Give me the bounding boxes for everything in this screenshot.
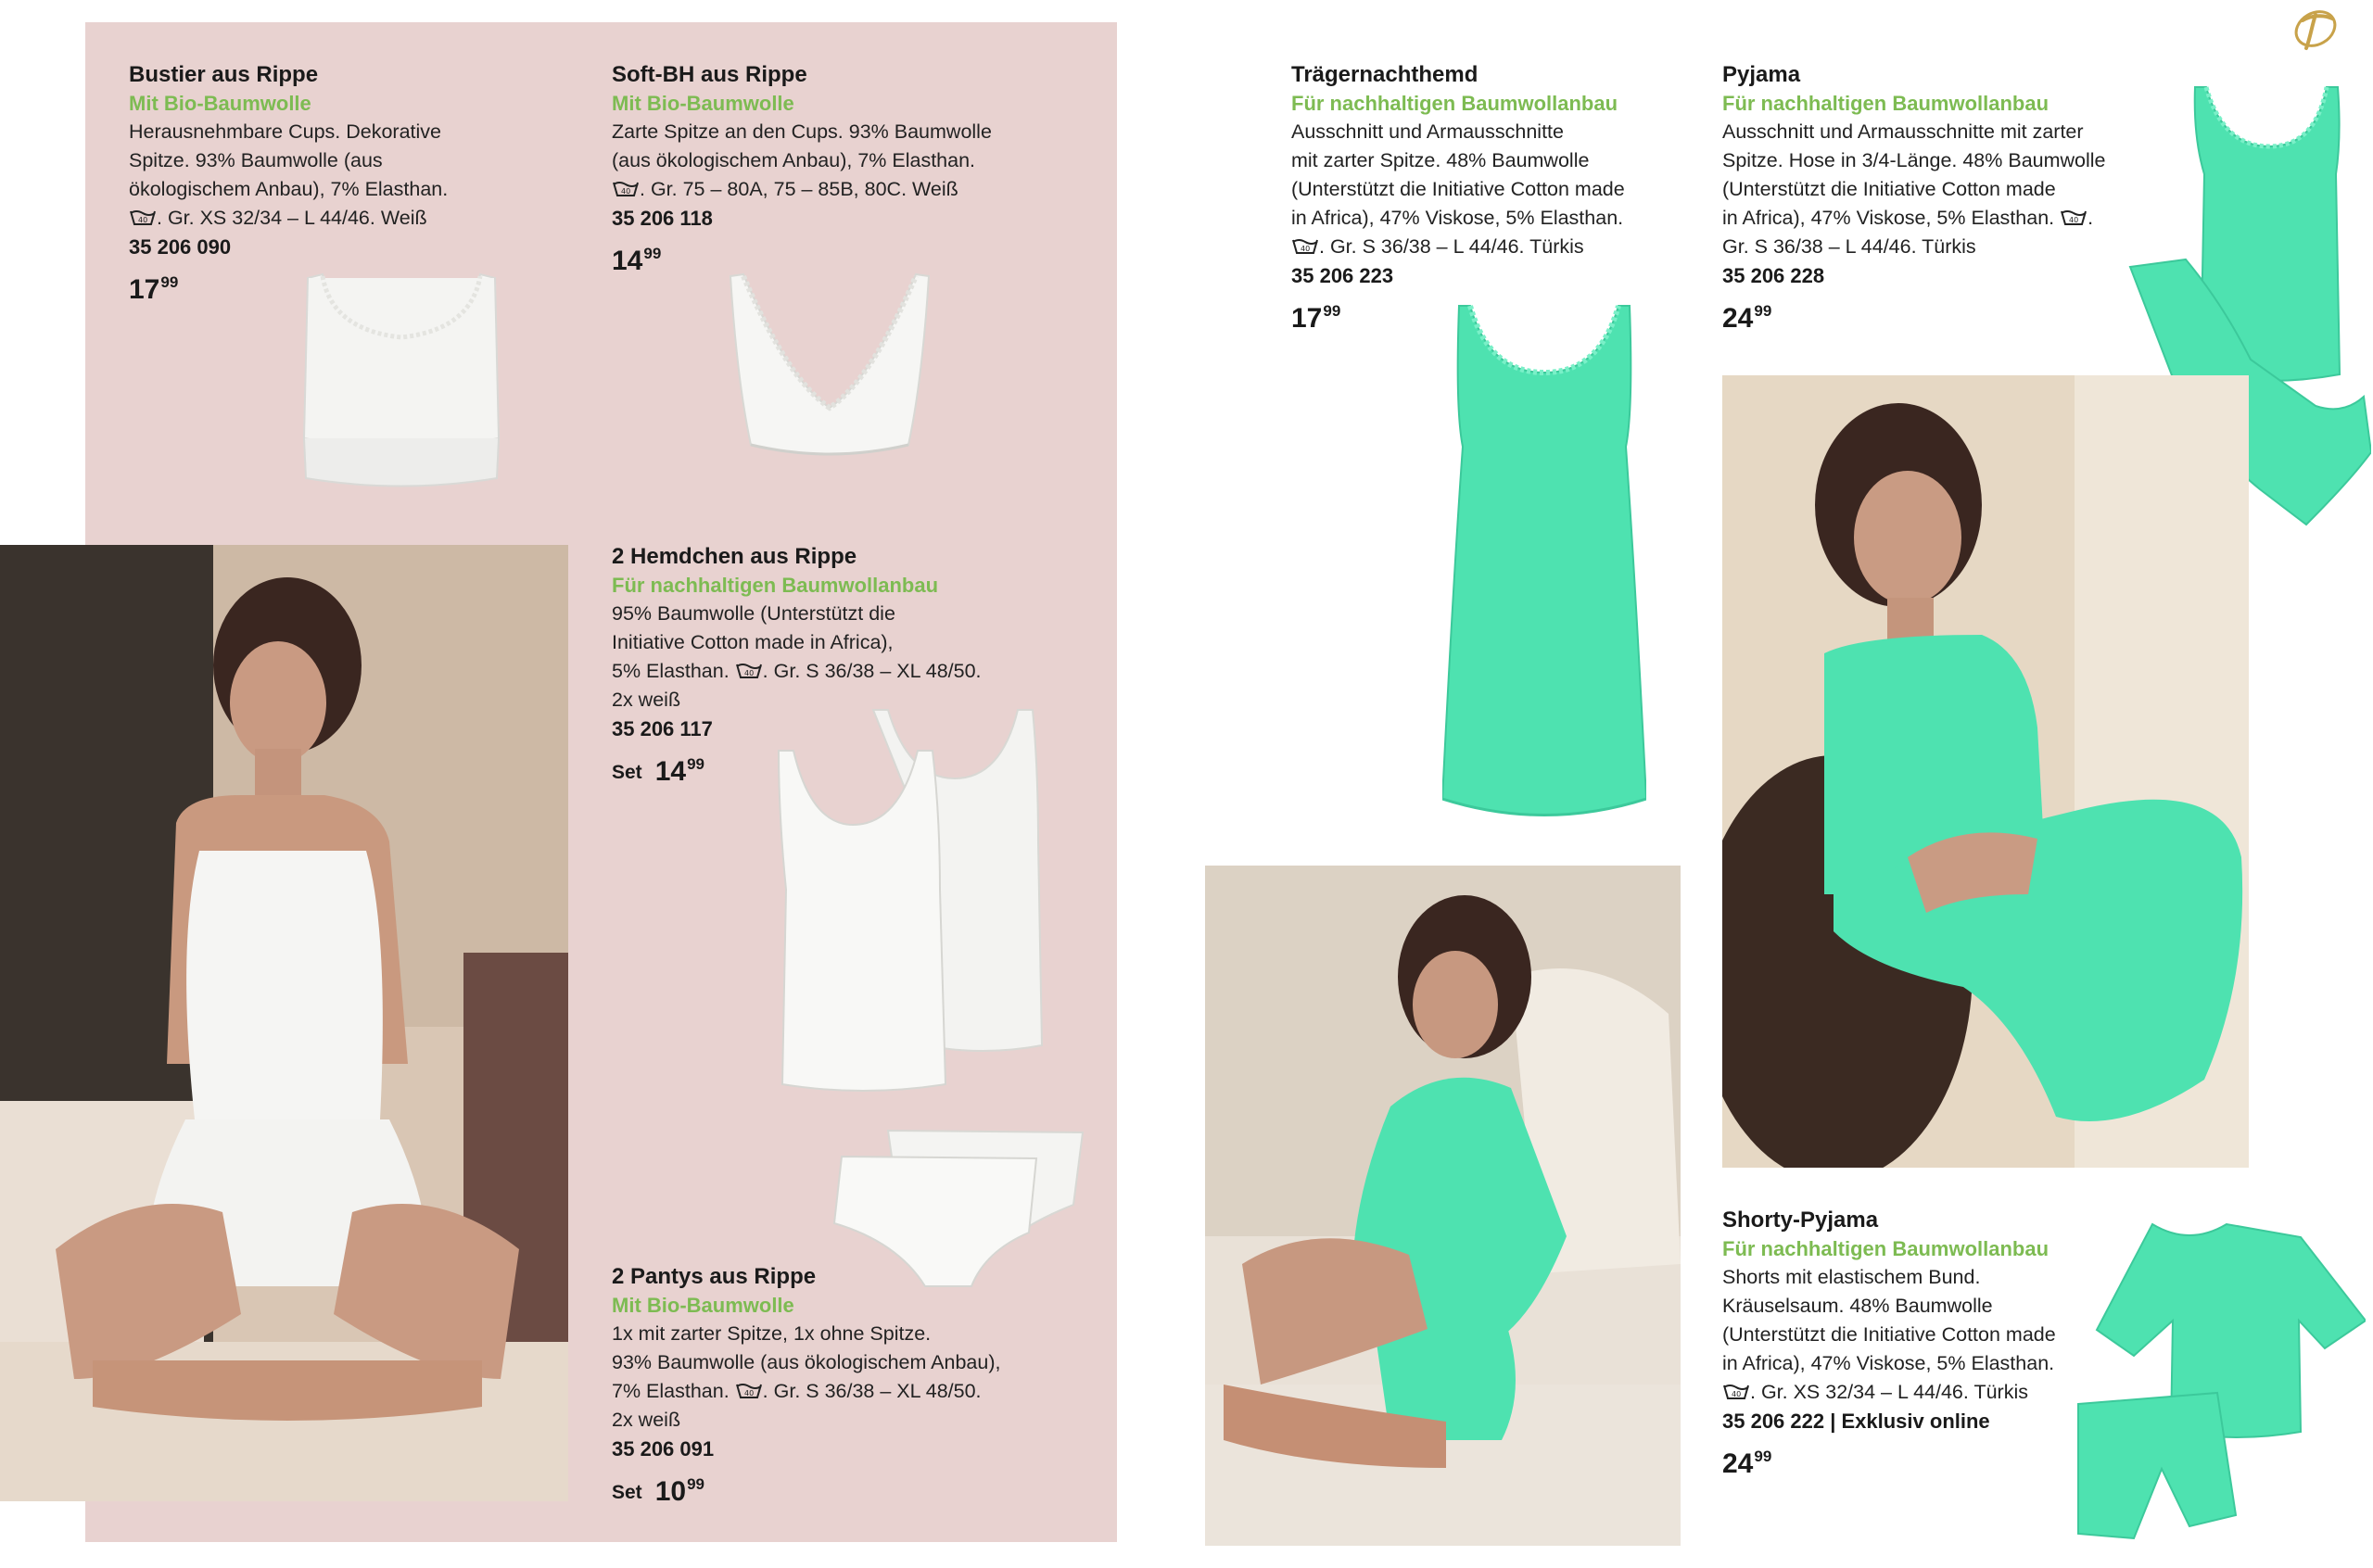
bustier-product-image — [295, 267, 508, 489]
product-description: Ausschnitt und Armausschnitte mit zarter Spitze. 48% Baumwolle (Unterstützt die Initiative Cotton made in Africa), 47% Viskose, 5% Elasthan. 40 . Gr. S 36/38 – L 44/46. Türkis — [1291, 120, 1625, 258]
product-name: Pyjama — [1722, 62, 1801, 87]
svg-text:40: 40 — [1301, 245, 1311, 253]
product-number: 35 206 091 — [612, 1437, 715, 1461]
svg-text:40: 40 — [743, 669, 754, 677]
nachthemd-product-image — [1442, 298, 1646, 827]
hemdchen-product-image — [769, 704, 1047, 1094]
product-number: 35 206 118 — [612, 207, 713, 230]
product-name: 2 Pantys aus Rippe — [612, 1264, 817, 1289]
product-number: 35 206 117 — [612, 717, 713, 740]
product-name: Shorty-Pyjama — [1722, 1208, 1879, 1233]
wash-40-icon — [735, 1382, 763, 1400]
product-description: Shorts mit elastischem Bund. Kräuselsaum. 48% Baumwolle (Unterstützt die Initiative Cotton made in Africa), 47% Viskose, 5% Elasthan. 40 . Gr. XS 32/34 – L 44/46. Türkis — [1722, 1266, 2056, 1403]
product-tagline: Für nachhaltigen Baumwollanbau — [1722, 1237, 2049, 1260]
price: Set $14^{99}$ — [612, 755, 704, 787]
wash-40-icon — [612, 180, 640, 198]
product-soft-bh — [612, 61, 1057, 277]
product-description: 1x mit zarter Spitze, 1x ohne Spitze. 93% Baumwolle (aus ökologischem Anbau), 7% Elasthan. 40 . Gr. S 36/38 – XL 48/50. 2x weiß — [612, 1322, 1001, 1431]
product-2-pantys — [612, 1263, 1057, 1509]
wash-40-icon — [735, 662, 763, 680]
price: $17^{99}$ — [129, 273, 179, 305]
product-number: 35 206 090 — [129, 235, 232, 259]
wash-40-icon — [129, 209, 157, 227]
price: $14^{99}$ — [612, 245, 662, 276]
wash-40-icon — [1722, 1383, 1750, 1401]
product-description: Ausschnitt und Armausschnitte mit zarter Spitze. Hose in 3/4-Länge. 48% Baumwolle (Unterstützt die Initiative Cotton made in Africa), 47% Viskose, 5% Elasthan. 40 . Gr. S 36/38 – L 44/46. Türkis — [1722, 120, 2106, 258]
tchibo-coffee-bean-logo-icon — [2288, 2, 2341, 56]
product-traegernachthemd — [1291, 61, 1736, 335]
wash-40-icon — [2060, 209, 2087, 227]
price: $24^{99}$ — [1722, 302, 1772, 334]
product-name: 2 Hemdchen aus Rippe — [612, 544, 857, 569]
lifestyle-photo-white-set — [0, 545, 568, 1501]
product-number: 35 206 223 — [1291, 264, 1394, 287]
product-tagline: Für nachhaltigen Baumwollanbau — [1291, 92, 1618, 115]
lifestyle-photo-shorty — [1205, 866, 1681, 1546]
shorty-product-image — [2069, 1219, 2366, 1562]
lifestyle-photo-pyjama — [1722, 375, 2249, 1168]
pantys-product-image — [823, 1121, 1092, 1297]
price: $24^{99}$ — [1722, 1448, 1772, 1479]
price: Set $10^{99}$ — [612, 1475, 704, 1507]
product-tagline: Für nachhaltigen Baumwollanbau — [612, 574, 939, 597]
product-description: 95% Baumwolle (Unterstützt die Initiative Cotton made in Africa), 5% Elasthan. 40 . Gr. S 36/38 – XL 48/50. 2x weiß — [612, 602, 982, 711]
product-number: 35 206 222 | Exklusiv online — [1722, 1410, 1990, 1433]
product-tagline: Mit Bio-Baumwolle — [612, 92, 794, 115]
product-tagline: Mit Bio-Baumwolle — [129, 92, 311, 115]
product-description: Herausnehmbare Cups. Dekorative Spitze. 93% Baumwolle (aus ökologischem Anbau), 7% Elasthan. 40 . Gr. XS 32/34 – L 44/46. Weiß — [129, 120, 449, 229]
product-description: Zarte Spitze an den Cups. 93% Baumwolle (aus ökologischem Anbau), 7% Elasthan. 40 . Gr. 75 – 80A, 75 – 85B, 80C. Weiß — [612, 120, 992, 200]
product-number: 35 206 228 — [1722, 264, 1825, 287]
product-shorty-pyjama — [1722, 1207, 2121, 1480]
svg-text:40: 40 — [1732, 1390, 1742, 1398]
product-pyjama — [1722, 61, 2158, 335]
product-tagline: Mit Bio-Baumwolle — [612, 1294, 794, 1317]
svg-text:40: 40 — [138, 216, 148, 224]
svg-text:40: 40 — [621, 187, 631, 196]
product-name: Soft-BH aus Rippe — [612, 62, 807, 87]
wash-40-icon — [1291, 237, 1319, 256]
product-tagline: Für nachhaltigen Baumwollanbau — [1722, 92, 2049, 115]
product-name: Trägernachthemd — [1291, 62, 1478, 87]
product-name: Bustier aus Rippe — [129, 62, 319, 87]
svg-text:40: 40 — [743, 1389, 754, 1397]
soft-bh-product-image — [723, 269, 936, 473]
svg-text:40: 40 — [2069, 216, 2079, 224]
price: $17^{99}$ — [1291, 302, 1341, 334]
